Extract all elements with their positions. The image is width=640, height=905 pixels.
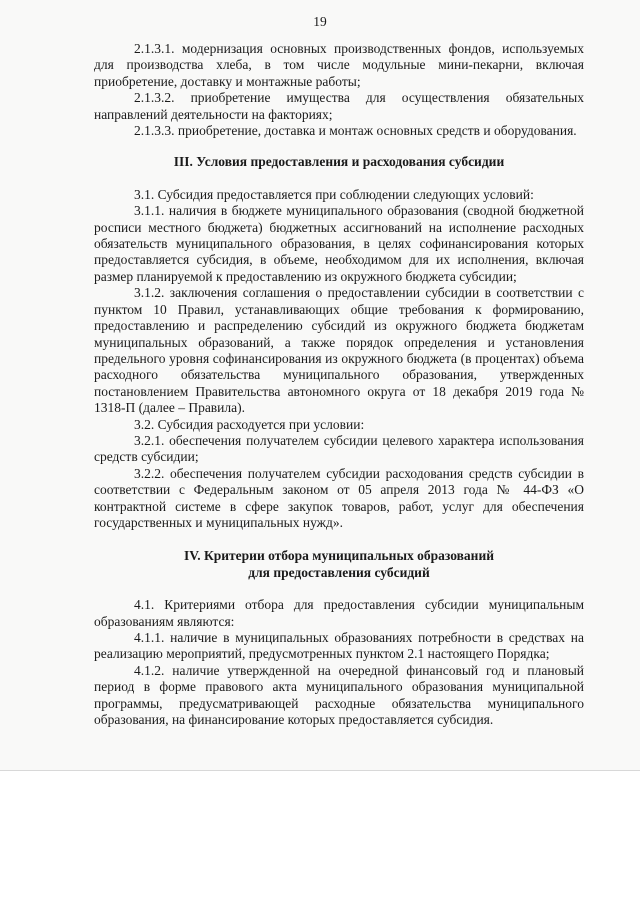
paragraph-3-2-1: 3.2.1. обеспечения получателем субсидии целевого характера использования средств субсидии; — [94, 432, 584, 465]
paragraph-3-1-1: 3.1.1. наличия в бюджете муниципального образования (сводной бюджетной росписи местного бюджета) бюджетных ассигнований на исполнение расходных обязательств муниципального образования, в целях софинансирования которых предоставляется субсидия, в объеме, необходимом для их исполнения, включая размер планируемой к предоставлению из окружного бюджета субсидии; — [94, 203, 584, 284]
page-number: 19 — [313, 14, 327, 29]
paragraph-3-2: 3.2. Субсидия расходуется при условии: — [134, 416, 365, 432]
paragraph-2-1-3-3: 2.1.3.3. приобретение, доставка и монтаж основных средств и оборудования. — [134, 123, 577, 139]
paragraph-3-1: 3.1. Субсидия предоставляется при соблюдении следующих условий: — [134, 186, 534, 202]
paragraph-2-1-3-1: 2.1.3.1. модернизация основных производственных фондов, используемых для производства хлеба, в том числе модульные мини-пекарни, включая приобретение, доставку и монтажные работы; — [94, 41, 584, 89]
paragraph-3-1-2: 3.1.2. заключения соглашения о предоставлении субсидии в соответствии с пунктом 10 Правил, устанавливающих общие требования к формированию, предоставлению и распределению субсидий из окружного бюджета бюджетам муниципальных образований, а также порядок определения и установления предельного уровня софинансирования из окружного бюджета (в процентах) объема расходного обязательства муниципального образования, утвержденных постановлением Правительства автономного округа от 18 декабря 2019 года № 1318-П (далее – Правила). — [94, 285, 584, 416]
paragraph-4-1: 4.1. Критериями отбора для предоставления субсидии муниципальным образованиям являются: — [94, 597, 584, 629]
document-body — [94, 41, 584, 728]
paragraph-4-1-1: 4.1.1. наличие в муниципальных образованиях потребности в средствах на реализацию мероприятий, предусмотренных пунктом 2.1 настоящего Порядка; — [94, 630, 584, 662]
section-heading-4-line-1: IV. Критерии отбора муниципальных образований — [183, 548, 495, 564]
blank-area — [0, 771, 640, 905]
paragraph-3-2-2: 3.2.2. обеспечения получателем субсидии расходования средств субсидии в соответствии с Федеральным законом от 05 апреля 2013 года № 44-ФЗ «О контрактной системе в сфере закупок товаров, работ, услуг для обеспечения государственных и муниципальных нужд». — [94, 465, 584, 530]
paragraph-2-1-3-2: 2.1.3.2. приобретение имущества для осуществления обязательных направлений деятельности на факториях; — [94, 90, 584, 122]
spacer — [94, 171, 584, 187]
spacer — [94, 581, 584, 597]
spacer — [94, 139, 584, 154]
paragraph-4-1-2: 4.1.2. наличие утвержденной на очередной финансовый год и плановый период в форме правового акта муниципального образования муниципальной программы, предусматривающей расходные обязательства муниципального образования, на финансирование которых предоставляется субсидия. — [94, 662, 584, 728]
section-heading-4-line-2: для предоставления субсидий — [248, 564, 430, 580]
section-heading-3: III. Условия предоставления и расходования субсидии — [173, 154, 505, 170]
spacer — [94, 531, 584, 548]
